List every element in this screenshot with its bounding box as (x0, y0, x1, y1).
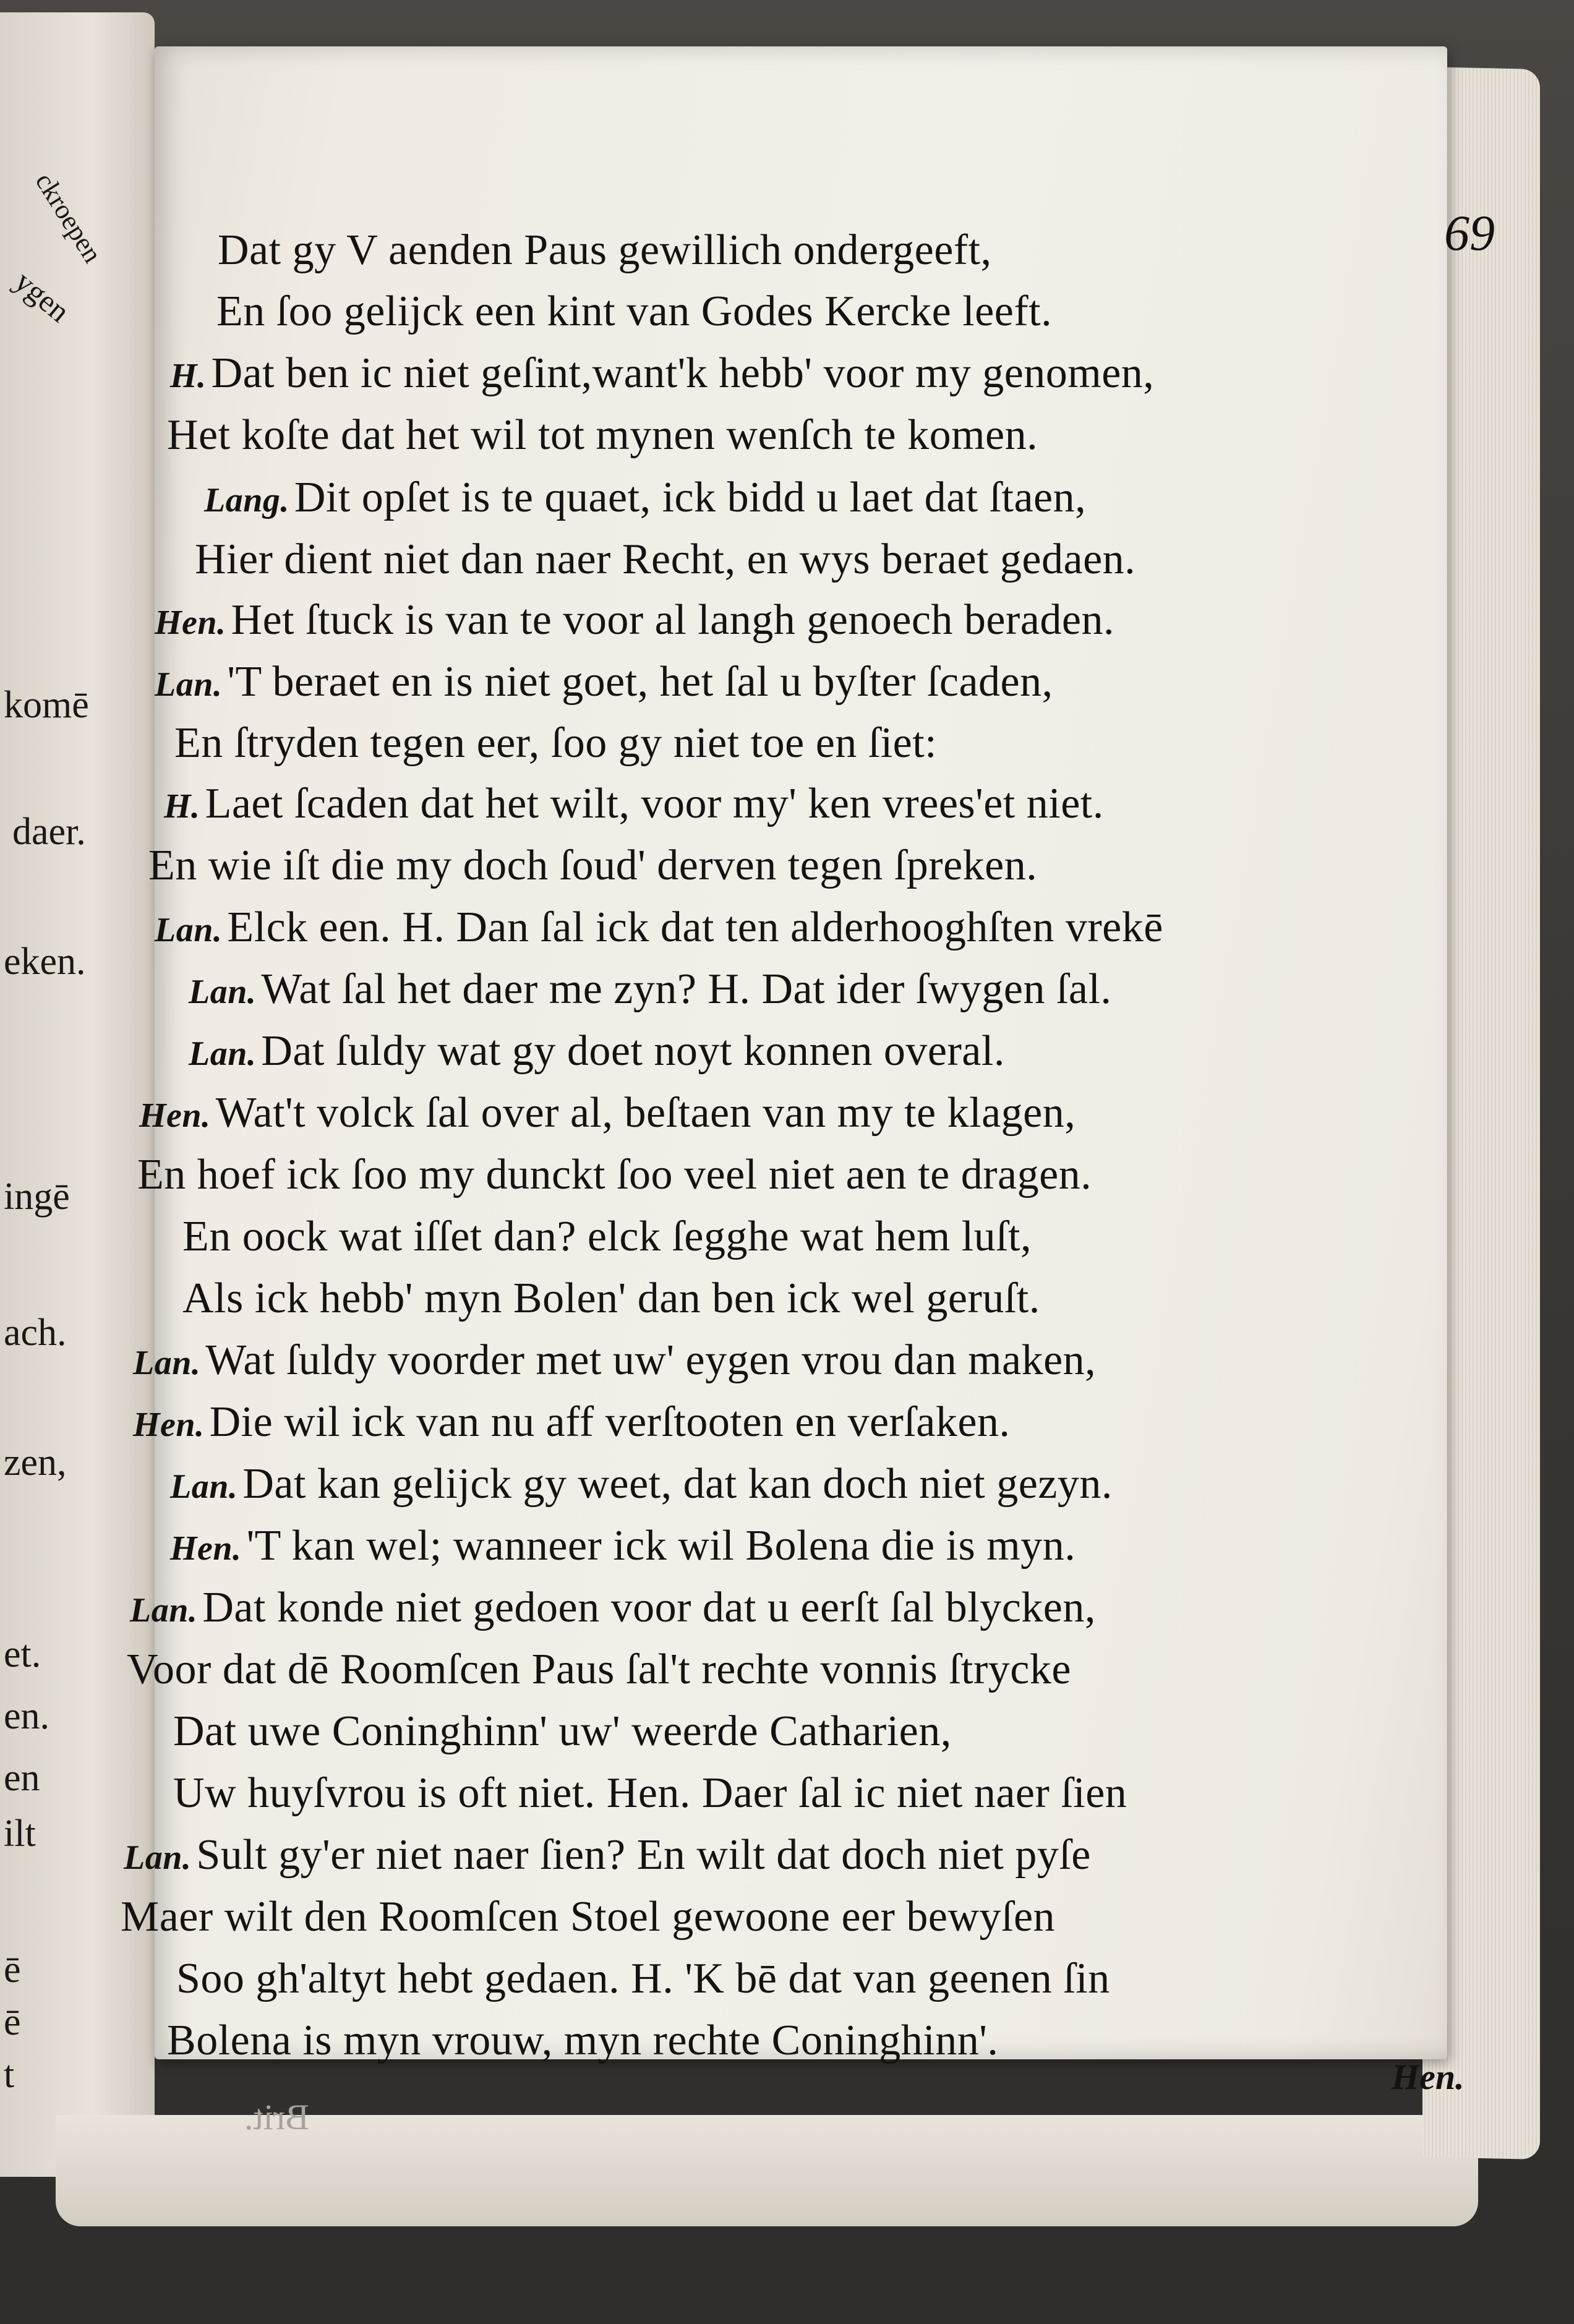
verse-line (148, 844, 1037, 887)
verse-line-text: Het ſtuck is van te voor al langh genoech beraden. (231, 596, 1114, 644)
speaker-label: Lan. (133, 1344, 201, 1382)
verse-line (139, 1089, 1076, 1137)
verse-line-text: Dat kan gelijck gy weet, dat kan doch niet gezyn. (242, 1460, 1113, 1508)
verse-line (167, 411, 1038, 459)
left-page-fragment: ē (4, 1949, 21, 1991)
left-page-fragment: ygen (8, 263, 77, 329)
verse-line (182, 1215, 1032, 1258)
speaker-label: H. (170, 357, 207, 395)
verse-line (155, 660, 1053, 704)
verse-line (133, 1336, 1097, 1384)
verse-line-text: En oock wat iſſet dan? elck ſegghe wat hem luſt, (182, 1213, 1032, 1260)
verse-line-text: Soo gh'altyt hebt gedaen. H. 'K bē dat van geenen ſin (176, 1955, 1110, 2002)
verse-line (137, 1153, 1092, 1197)
speaker-label: Lang. (204, 481, 289, 519)
verse-line-text: Het koſte dat het wil tot mynen wenſch te komen. (167, 411, 1038, 459)
verse-line-text: Bolena is myn vrouw, myn rechte Coninghinn'. (167, 2017, 999, 2064)
left-page-fragment: ckroepen (29, 167, 108, 268)
speaker-label: Hen. (139, 1096, 211, 1135)
speaker-label: Hen. (170, 1529, 242, 1568)
speaker-label: Hen. (133, 1406, 205, 1444)
verse-line-text: Hier dient niet dan naer Recht, en wys beraet gedaen. (195, 536, 1136, 583)
catchword: Hen. (1392, 2057, 1465, 2097)
page-number: 69 (1444, 205, 1495, 261)
left-page-fragment: en. (4, 1695, 50, 1737)
verse-line (121, 1895, 1055, 1939)
speaker-label: Lan. (155, 665, 223, 704)
bleed-through-text: Brit. (244, 2097, 309, 2137)
verse-line (182, 1277, 1040, 1320)
speaker-label: Lan. (170, 1467, 238, 1506)
verse-line-text: Die wil ick van nu aff verſtooten en verſaken. (209, 1398, 1011, 1446)
speaker-label: Lan. (124, 1839, 192, 1877)
left-page-fragment: ē (4, 2001, 21, 2043)
verse-line (195, 538, 1136, 581)
verse-line-text: En hoef ick ſoo my dunckt ſoo veel niet aen te dragen. (137, 1151, 1092, 1198)
left-page-fragment: komē (4, 684, 89, 726)
verse-line (170, 1460, 1113, 1508)
left-page-fragment: en (4, 1757, 40, 1799)
left-page-fragment: zen, (4, 1442, 67, 1484)
verse-line (189, 965, 1112, 1013)
verse-line-text: Dat konde niet gedoen voor dat u eerſt ſal blycken, (202, 1584, 1096, 1631)
verse-line-text: Elck een. H. Dan ſal ick dat ten alderhooghſten vrekē (227, 904, 1163, 951)
verse-line (174, 719, 938, 767)
verse-line (167, 2019, 998, 2062)
verse-line-text: Wat ſuldy voorder met uw' eygen vrou dan maken, (205, 1336, 1097, 1384)
verse-line (170, 1524, 1076, 1568)
left-page-fragment: ingē (4, 1176, 70, 1218)
verse-line (130, 1586, 1096, 1630)
verse-line (133, 1398, 1011, 1446)
left-page-fragment: ach. (4, 1312, 67, 1354)
verse-line (155, 596, 1114, 644)
verse-line (218, 226, 992, 274)
left-page-fragment: eken. (4, 941, 86, 983)
verse-line (216, 290, 1052, 333)
verse-line-text: En ſtryden tegen eer, ſoo gy niet toe en ſiet: (174, 719, 938, 767)
left-page-fragment: t (4, 2054, 15, 2096)
verse-line-text: Uw huyſvrou is oft niet. Hen. Daer ſal ic niet naer ſien (173, 1769, 1127, 1817)
verse-line-text: Dat ben ic niet geſint,want'k hebb' voor my genomen, (211, 349, 1155, 397)
verse-line-text: En wie iſt die my doch ſoud' derven tegen ſpreken. (148, 842, 1038, 889)
verse-line (127, 1648, 1071, 1691)
verse-line (155, 906, 1163, 949)
verse-line-text: Als ick hebb' myn Bolen' dan ben ick wel geruſt. (182, 1275, 1040, 1322)
left-page-fragment: daer. (12, 811, 86, 853)
verse-line-text: Maer wilt den Roomſcen Stoel gewoone eer bewyſen (121, 1893, 1056, 1941)
verse-line-text: Dit opſet is te quaet, ick bidd u laet dat ſtaen, (294, 474, 1087, 521)
verse-line (124, 1831, 1091, 1879)
verse-line-text: Dat gy V aenden Paus gewillich ondergeeft, (218, 226, 992, 274)
verse-line (173, 1769, 1127, 1817)
verse-line-text: 'T beraet en is niet goet, het ſal u byſter ſcaden, (227, 658, 1053, 706)
verse-line-text: Dat uwe Coninghinn' uw' weerde Catharien, (173, 1707, 952, 1755)
speaker-label: Hen. (155, 604, 226, 642)
verse-line-text: Dat ſuldy wat gy doet noyt konnen overal. (261, 1027, 1005, 1075)
verse-line-text: 'T kan wel; wanneer ick wil Bolena die is myn. (246, 1522, 1076, 1570)
verse-line-text: Laet ſcaden dat het wilt, voor my' ken vrees'et niet. (205, 780, 1104, 827)
verse-line (176, 1957, 1110, 2001)
verse-text-block (121, 46, 1447, 2064)
verse-line (204, 476, 1086, 519)
book-page (121, 46, 1495, 2137)
verse-line-text: Wat ſal het daer me zyn? H. Dat ider ſwygen ſal. (261, 965, 1112, 1013)
speaker-label: Lan. (130, 1591, 198, 1630)
verse-line (189, 1027, 1005, 1075)
verse-line-text: Wat't volck ſal over al, beſtaen van my te klagen, (215, 1089, 1076, 1137)
speaker-label: Lan. (189, 1035, 257, 1073)
left-page-fragment: ilt (4, 1813, 36, 1855)
speaker-label: Lan. (155, 911, 223, 949)
verse-line (173, 1707, 952, 1755)
verse-line-text: En ſoo gelijck een kint van Godes Kercke leeft. (216, 288, 1053, 335)
verse-line-text: Voor dat dē Roomſcen Paus ſal't rechte vonnis ſtrycke (127, 1646, 1071, 1693)
verse-line (164, 782, 1104, 826)
verse-line-text: Sult gy'er niet naer ſien? En wilt dat doch niet pyſe (196, 1831, 1091, 1879)
verse-line (170, 349, 1155, 397)
speaker-label: H. (164, 787, 200, 826)
speaker-label: Lan. (189, 973, 257, 1011)
left-page-fragment: et. (4, 1633, 41, 1675)
